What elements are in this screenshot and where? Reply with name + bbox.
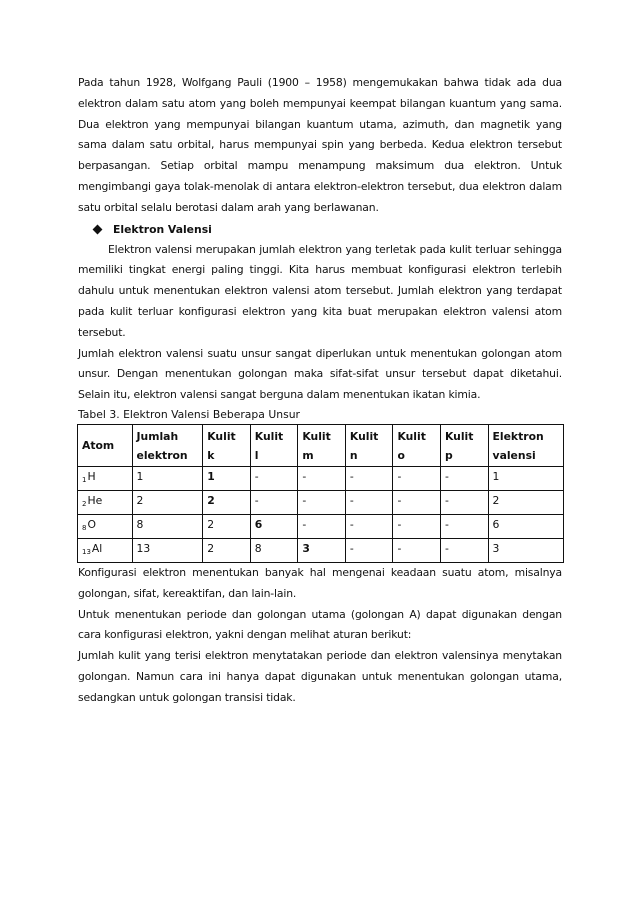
atom-cell: $_1$H: [78, 466, 133, 490]
document-body: [78, 73, 562, 709]
table-cell: -: [298, 490, 346, 514]
table-cell: -: [393, 514, 441, 538]
table-cell: 2: [203, 514, 251, 538]
table-cell: 2: [132, 490, 203, 514]
diamond-bullet-icon: [93, 224, 103, 234]
table-cell: -: [440, 490, 488, 514]
atom-cell: $_8$O: [78, 514, 133, 538]
table-cell: 13: [132, 538, 203, 562]
table-cell: -: [250, 490, 298, 514]
section-heading: [92, 219, 562, 240]
header-cell: Atom: [78, 424, 133, 466]
header-cell: Elektron valensi: [488, 424, 563, 466]
paragraph-period-group: Untuk menentukan periode dan golongan utama (golongan A) dapat digunakan dengan cara konfigurasi elektron, yakni dengan melihat aturan berikut:: [78, 607, 562, 642]
table-body: [78, 466, 564, 562]
header-cell: Kulit l: [250, 424, 298, 466]
table-cell: 6: [250, 514, 298, 538]
table-cell: 2: [203, 490, 251, 514]
atom-cell: $_{13}$Al: [78, 538, 133, 562]
table-cell: 3: [298, 538, 346, 562]
atom-cell: $_2$He: [78, 490, 133, 514]
table-cell: -: [440, 466, 488, 490]
table-cell: -: [298, 466, 346, 490]
valence-table: [77, 424, 564, 563]
table-caption: Tabel 3. Elektron Valensi Beberapa Unsur: [78, 407, 300, 421]
table-cell: 2: [203, 538, 251, 562]
table-cell: -: [393, 490, 441, 514]
header-cell: Kulit p: [440, 424, 488, 466]
paragraph-pauli: Pada tahun 1928, Wolfgang Pauli (1900 – 1958) mengemukakan bahwa tidak ada dua elektron dalam satu atom yang boleh mempunyai keempat bilangan kuantum yang sama. Dua elektron yang mempunyai bilangan kuantum utama, azimuth, dan magnetik yang sama dalam satu orbital, harus mempunyai spin yang berbeda. Kedua elektron tersebut berpasangan. Setiap orbital mampu menampung maksimum dua elektron. Untuk mengimbangi gaya tolak-menolak di antara elektron-elektron tersebut, dua elektron dalam satu orbital selalu berotasi dalam arah yang berlawanan.: [78, 76, 562, 214]
table-cell: -: [345, 514, 393, 538]
table-row: [78, 538, 564, 562]
table-cell: -: [298, 514, 346, 538]
table-cell: 1: [488, 466, 563, 490]
table-cell: 6: [488, 514, 563, 538]
table-cell: 1: [203, 466, 251, 490]
table-cell: 2: [488, 490, 563, 514]
table-row: [78, 466, 564, 490]
header-cell: Jumlah elektron: [132, 424, 203, 466]
table-cell: -: [345, 490, 393, 514]
paragraph-configuration: Konfigurasi elektron menentukan banyak hal mengenai keadaan suatu atom, misalnya golongan, sifat, kereaktifan, dan lain-lain.: [78, 565, 562, 600]
table-cell: -: [250, 466, 298, 490]
table-cell: -: [345, 538, 393, 562]
paragraph-valence-definition: Elektron valensi merupakan jumlah elektron yang terletak pada kulit terluar sehingga memiliki tingkat energi paling tinggi. Kita harus membuat konfigurasi elektron terlebih dahulu untuk menentukan elektron valensi atom tersebut. Jumlah elektron yang terdapat pada kulit terluar konfigurasi elektron yang kita buat merupakan elektron valensi atom tersebut.: [78, 242, 562, 339]
table-header-row: [78, 424, 564, 466]
paragraph-rule: Jumlah kulit yang terisi elektron menytatakan periode dan elektron valensinya menytakan golongan. Namun cara ini hanya dapat digunakan untuk menentukan golongan utama, sedangkan untuk golongan transisi tidak.: [78, 649, 562, 704]
header-cell: Kulit k: [203, 424, 251, 466]
table-cell: -: [393, 466, 441, 490]
table-cell: -: [440, 514, 488, 538]
table-row: [78, 514, 564, 538]
table-cell: 1: [132, 466, 203, 490]
table-cell: -: [440, 538, 488, 562]
table-cell: 3: [488, 538, 563, 562]
paragraph-valence-use: Jumlah elektron valensi suatu unsur sangat diperlukan untuk menentukan golongan atom unsur. Dengan menentukan golongan maka sifat-sifat unsur tersebut dapat diketahui. Selain itu, elektron valensi sangat berguna dalam menentukan ikatan kimia.: [78, 346, 562, 402]
header-cell: Kulit n: [345, 424, 393, 466]
table-cell: 8: [250, 538, 298, 562]
table-cell: -: [393, 538, 441, 562]
table-cell: -: [345, 466, 393, 490]
header-cell: Kulit o: [393, 424, 441, 466]
table-row: [78, 490, 564, 514]
section-heading-text: Elektron Valensi: [113, 222, 212, 236]
header-cell: Kulit m: [298, 424, 346, 466]
table-cell: 8: [132, 514, 203, 538]
